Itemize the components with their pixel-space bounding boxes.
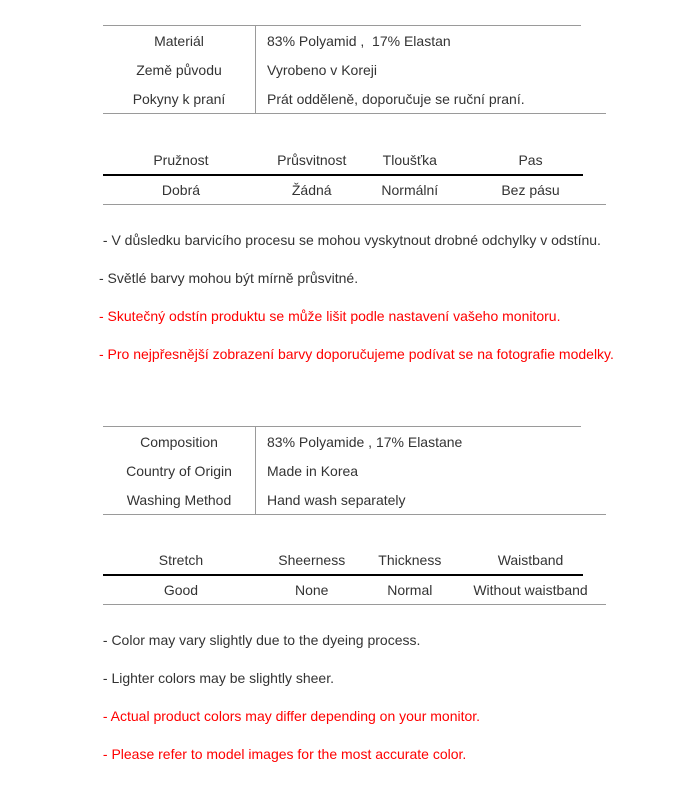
attr-header: Průsvitnost <box>277 152 347 168</box>
attr-value: Without waistband <box>473 582 588 598</box>
info-value-washing: Hand wash separately <box>267 491 406 508</box>
table-row <box>103 84 606 113</box>
attr-header-row <box>103 147 606 174</box>
attr-value-row <box>103 576 606 604</box>
info-value-origin: Vyrobeno v Koreji <box>267 61 377 78</box>
info-rows <box>103 26 606 113</box>
note-line: - V důsledku barvicího procesu se mohou vyskytnout drobné odchylky v odstínu. <box>99 232 601 248</box>
table-underline <box>103 604 606 605</box>
attr-value: Normal <box>387 582 433 598</box>
attr-value: None <box>295 582 329 598</box>
attr-table-czech <box>103 147 606 205</box>
attr-header: Waistband <box>497 552 564 568</box>
info-rows <box>103 427 606 514</box>
attr-value: Žádná <box>291 182 332 198</box>
info-value-material: 83% Polyamid , 17% Elastan <box>267 32 451 49</box>
table-bottom-border <box>103 514 606 515</box>
table-row <box>103 427 606 456</box>
attr-value: Good <box>163 582 199 598</box>
info-label-washing: Pokyny k praní <box>132 90 226 107</box>
info-label-origin: Country of Origin <box>126 462 232 479</box>
info-value-washing: Prát odděleně, doporučuje se ruční praní. <box>267 90 525 107</box>
note-line: - Skutečný odstín produktu se může lišit podle nastavení vašeho monitoru. <box>99 308 561 324</box>
attr-table-english <box>103 547 606 605</box>
attr-header: Stretch <box>158 552 204 568</box>
note-line: - Please refer to model images for the most accurate color. <box>99 746 467 762</box>
note-line: - Actual product colors may differ depending on your monitor. <box>99 708 481 724</box>
attr-value: Dobrá <box>161 182 201 198</box>
attr-header: Tloušťka <box>382 152 437 168</box>
table-row <box>103 456 606 485</box>
attr-value-row <box>103 176 606 204</box>
table-underline <box>103 204 606 205</box>
info-label-composition: Composition <box>140 433 218 450</box>
info-label-material: Materiál <box>154 32 204 49</box>
note-line: - Lighter colors may be slightly sheer. <box>99 670 334 686</box>
note-line: - Světlé barvy mohou být mírně průsvitné. <box>99 270 359 286</box>
attr-value: Bez pásu <box>501 182 560 198</box>
attr-header: Pružnost <box>153 152 209 168</box>
attr-header: Sheerness <box>278 552 346 568</box>
attr-header-row <box>103 547 606 574</box>
info-value-composition: 83% Polyamide , 17% Elastane <box>267 433 463 450</box>
info-table-english <box>103 426 606 515</box>
info-table-czech <box>103 25 606 114</box>
note-line: - Color may vary slightly due to the dyeing process. <box>99 632 421 648</box>
attr-header: Thickness <box>378 552 442 568</box>
attr-value: Normální <box>381 182 439 198</box>
info-value-origin: Made in Korea <box>267 462 359 479</box>
attr-header: Pas <box>518 152 543 168</box>
table-row <box>103 485 606 514</box>
table-row <box>103 55 606 84</box>
info-label-origin: Země původu <box>136 61 222 78</box>
table-row <box>103 26 606 55</box>
table-bottom-border <box>103 113 606 114</box>
info-label-washing: Washing Method <box>126 491 232 508</box>
note-line: - Pro nejpřesnější zobrazení barvy doporučujeme podívat se na fotografie modelky. <box>99 346 614 362</box>
